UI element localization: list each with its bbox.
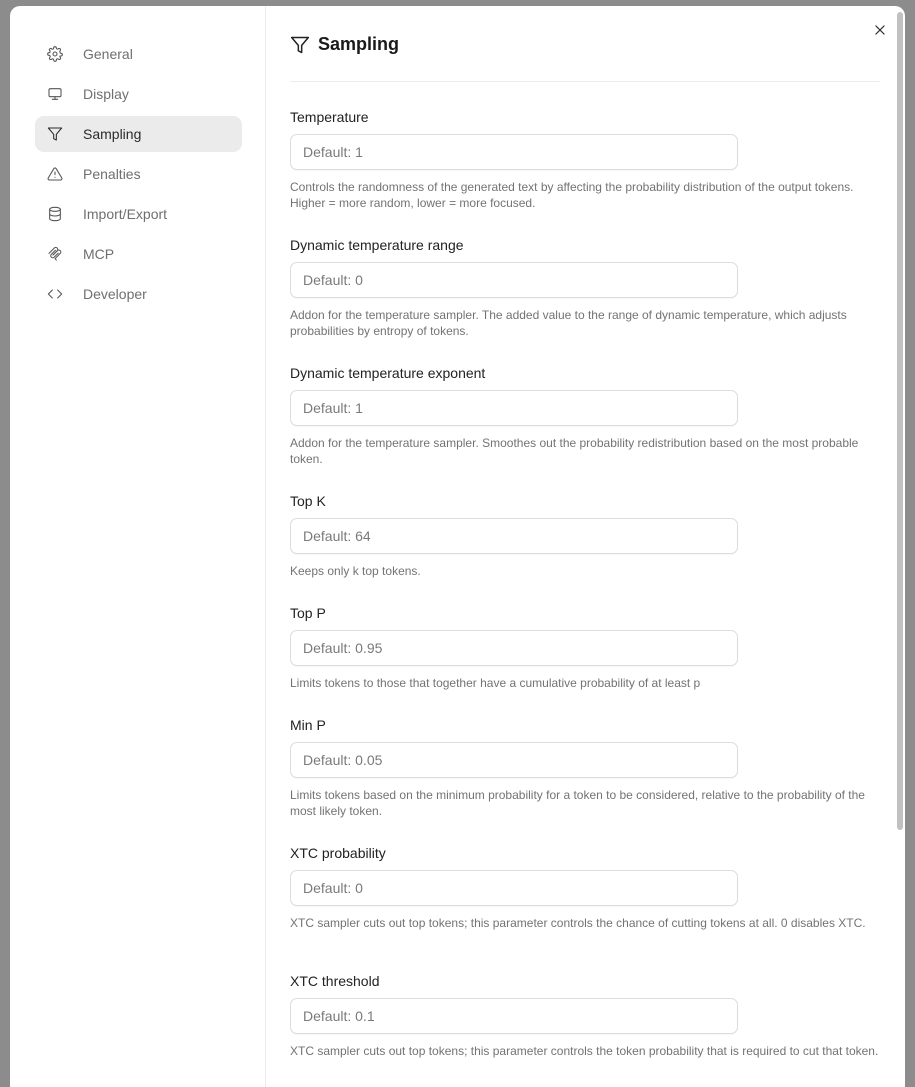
sidebar-item-label: General: [83, 46, 133, 62]
field-xtc-probability: [290, 844, 880, 972]
dynamic-temperature-range-input[interactable]: [290, 262, 738, 298]
field-label: Dynamic temperature range: [290, 237, 464, 253]
field-description: Addon for the temperature sampler. Smoothes out the probability redistribution based on the most probable token.: [290, 436, 859, 466]
field-label: Top P: [290, 605, 326, 621]
field-description: XTC sampler cuts out top tokens; this parameter controls the chance of cutting tokens at all. 0 disables XTC.: [290, 916, 866, 930]
xtc-threshold-input[interactable]: [290, 998, 738, 1034]
field-label: Dynamic temperature exponent: [290, 365, 486, 381]
sidebar-item-label: Developer: [83, 286, 147, 302]
field-label: XTC probability: [290, 845, 386, 861]
sidebar-item-import-export[interactable]: [35, 196, 242, 232]
field-description: Keeps only k top tokens.: [290, 564, 421, 578]
sidebar-item-sampling[interactable]: [35, 116, 242, 152]
page-title: Sampling: [318, 34, 400, 54]
gear-icon: [47, 46, 63, 62]
code-icon: [47, 286, 63, 302]
warning-icon: [47, 166, 63, 182]
field-label: XTC threshold: [290, 973, 380, 989]
sidebar-item-label: MCP: [83, 246, 115, 262]
field-description: Controls the randomness of the generated text by affecting the probability distribution of the output tokens. Higher = more random, lower = more focused.: [290, 180, 854, 210]
monitor-icon: [47, 86, 63, 102]
field-description: Limits tokens to those that together have a cumulative probability of at least p: [290, 676, 701, 690]
close-button[interactable]: [872, 22, 888, 38]
xtc-probability-input[interactable]: [290, 870, 738, 906]
field-description: XTC sampler cuts out top tokens; this parameter controls the token probability that is required to cut that token.: [290, 1044, 879, 1058]
min-p-input[interactable]: [290, 742, 738, 778]
filter-icon: [47, 126, 63, 142]
filter-icon: [290, 35, 310, 55]
field-label: Temperature: [290, 109, 369, 125]
field-description: Limits tokens based on the minimum probability for a token to be considered, relative to the probability of the most likely token.: [290, 788, 865, 818]
field-label: Min P: [290, 717, 326, 733]
settings-sidebar: [10, 6, 266, 1087]
sidebar-item-developer[interactable]: [35, 276, 242, 312]
sidebar-item-label: Display: [83, 86, 129, 102]
sidebar-item-display[interactable]: [35, 76, 242, 112]
field-min-p: [290, 716, 880, 844]
database-icon: [47, 206, 63, 222]
sidebar-item-label: Import/Export: [83, 206, 168, 222]
temperature-input[interactable]: [290, 134, 738, 170]
sidebar-item-label: Penalties: [83, 166, 141, 182]
field-temperature: [290, 108, 880, 236]
field-top-k: [290, 492, 880, 604]
field-dynamic-temperature-exponent: [290, 364, 880, 492]
section-header: [290, 6, 880, 82]
sidebar-item-penalties[interactable]: [35, 156, 242, 192]
field-description: Addon for the temperature sampler. The added value to the range of dynamic temperature, which adjusts probabilities by entropy of tokens.: [290, 308, 847, 338]
settings-content: [266, 6, 905, 1087]
sidebar-item-general[interactable]: [35, 36, 242, 72]
mcp-icon: [47, 246, 63, 262]
field-dynamic-temperature-range: [290, 236, 880, 364]
sidebar-item-mcp[interactable]: [35, 236, 242, 272]
sampling-fields: [290, 82, 880, 1084]
close-icon: [873, 23, 887, 37]
scrollbar[interactable]: [897, 12, 903, 830]
top-p-input[interactable]: [290, 630, 738, 666]
sidebar-item-label: Sampling: [83, 126, 142, 142]
field-xtc-threshold: [290, 972, 880, 1084]
top-k-input[interactable]: [290, 518, 738, 554]
field-top-p: [290, 604, 880, 716]
field-label: Top K: [290, 493, 326, 509]
settings-dialog: [10, 6, 905, 1087]
dynamic-temperature-exponent-input[interactable]: [290, 390, 738, 426]
